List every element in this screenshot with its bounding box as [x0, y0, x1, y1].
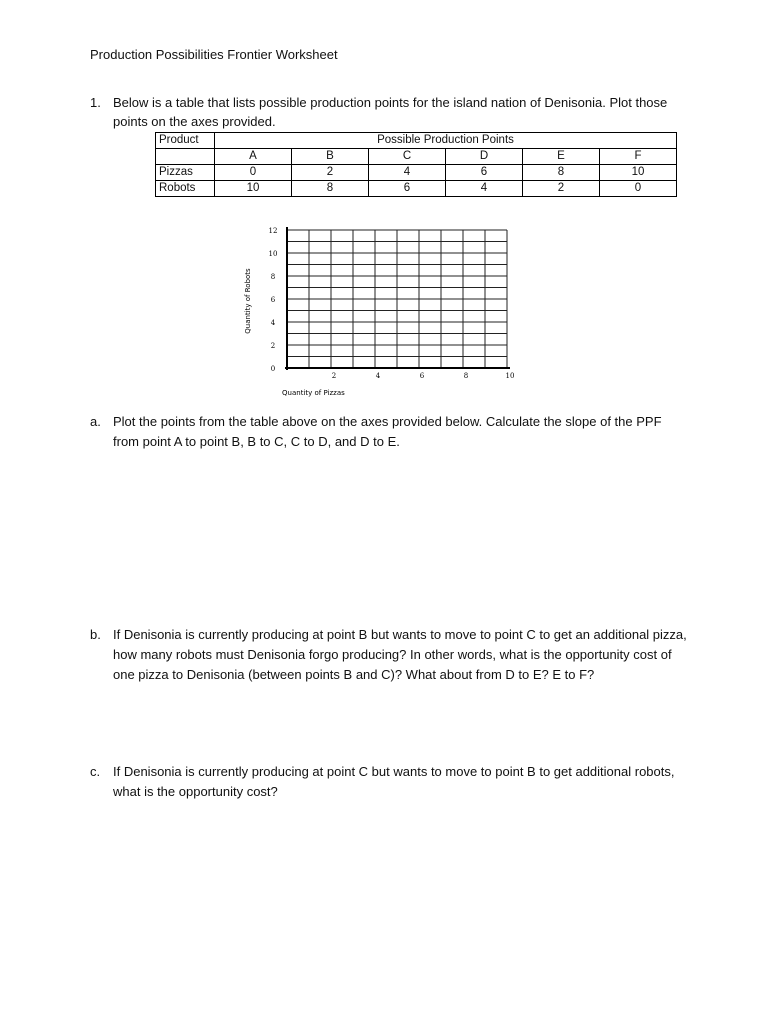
question-1-text: Below is a table that lists possible production points for the island nation of Denisonia. Plot those points on the axes provided. — [113, 95, 668, 129]
table-cell: 10 — [600, 165, 677, 181]
question-a-text: Plot the points from the table above on the axes provided below. Calculate the slope of the PPF from point A to point B, B to C, C to D, and D to E. — [113, 414, 662, 449]
table-cell: 10 — [215, 181, 292, 197]
y-axis-label: Quantity of Robots — [244, 268, 252, 334]
y-tick-label: 6 — [270, 296, 276, 304]
question-a-label: a. — [90, 414, 101, 429]
column-label: B — [292, 149, 369, 165]
table-cell: 4 — [369, 165, 446, 181]
x-tick-label: 10 — [505, 372, 515, 380]
question-b-text: If Denisonia is currently producing at point B but wants to move to point C to get an additional pizza, how many robots must Denisonia forgo producing? In other words, what is the opportunity cost of one pizza to Denisonia (between points B and C)? What about from D to E? E to F? — [113, 627, 687, 682]
table-row — [156, 165, 677, 181]
table-cell: 0 — [215, 165, 292, 181]
table-cell: 4 — [446, 181, 523, 197]
table-cell: 8 — [292, 181, 369, 197]
product-header: Product — [156, 133, 215, 149]
table-row — [156, 181, 677, 197]
y-tick-label: 0 — [270, 365, 276, 373]
table-cell: 8 — [523, 165, 600, 181]
table-column-row — [156, 149, 677, 165]
y-tick-label: 12 — [268, 227, 278, 235]
table-cell: 0 — [600, 181, 677, 197]
question-b-label: b. — [90, 627, 101, 642]
production-points-table — [155, 132, 677, 197]
y-tick-label: 8 — [270, 273, 276, 281]
table-cell: 6 — [369, 181, 446, 197]
page-title: Production Possibilities Frontier Worksheet — [90, 47, 338, 62]
y-tick-label: 4 — [270, 319, 276, 327]
column-label: E — [523, 149, 600, 165]
question-c-text: If Denisonia is currently producing at point C but wants to move to point B to get additional robots, what is the opportunity cost? — [113, 764, 675, 799]
table-header-row — [156, 133, 677, 149]
points-header: Possible Production Points — [215, 133, 677, 149]
row-label: Robots — [156, 181, 215, 197]
column-label: D — [446, 149, 523, 165]
x-tick-label: 4 — [375, 372, 381, 380]
y-tick-label: 10 — [268, 250, 278, 258]
question-b — [90, 625, 700, 685]
ppf-graph — [240, 224, 520, 404]
column-label: A — [215, 149, 292, 165]
question-a — [90, 412, 700, 452]
table-cell — [156, 149, 215, 165]
table-cell: 2 — [292, 165, 369, 181]
question-c — [90, 762, 700, 802]
question-c-label: c. — [90, 764, 101, 779]
x-tick-label: 8 — [463, 372, 469, 380]
x-axis-label: Quantity of Pizzas — [282, 389, 345, 397]
table-cell: 2 — [523, 181, 600, 197]
row-label: Pizzas — [156, 165, 215, 181]
question-1-number: 1. — [90, 95, 101, 110]
column-label: F — [600, 149, 677, 165]
column-label: C — [369, 149, 446, 165]
table-cell: 6 — [446, 165, 523, 181]
x-tick-label: 2 — [331, 372, 337, 380]
x-tick-label: 6 — [419, 372, 425, 380]
y-tick-label: 2 — [270, 342, 276, 350]
